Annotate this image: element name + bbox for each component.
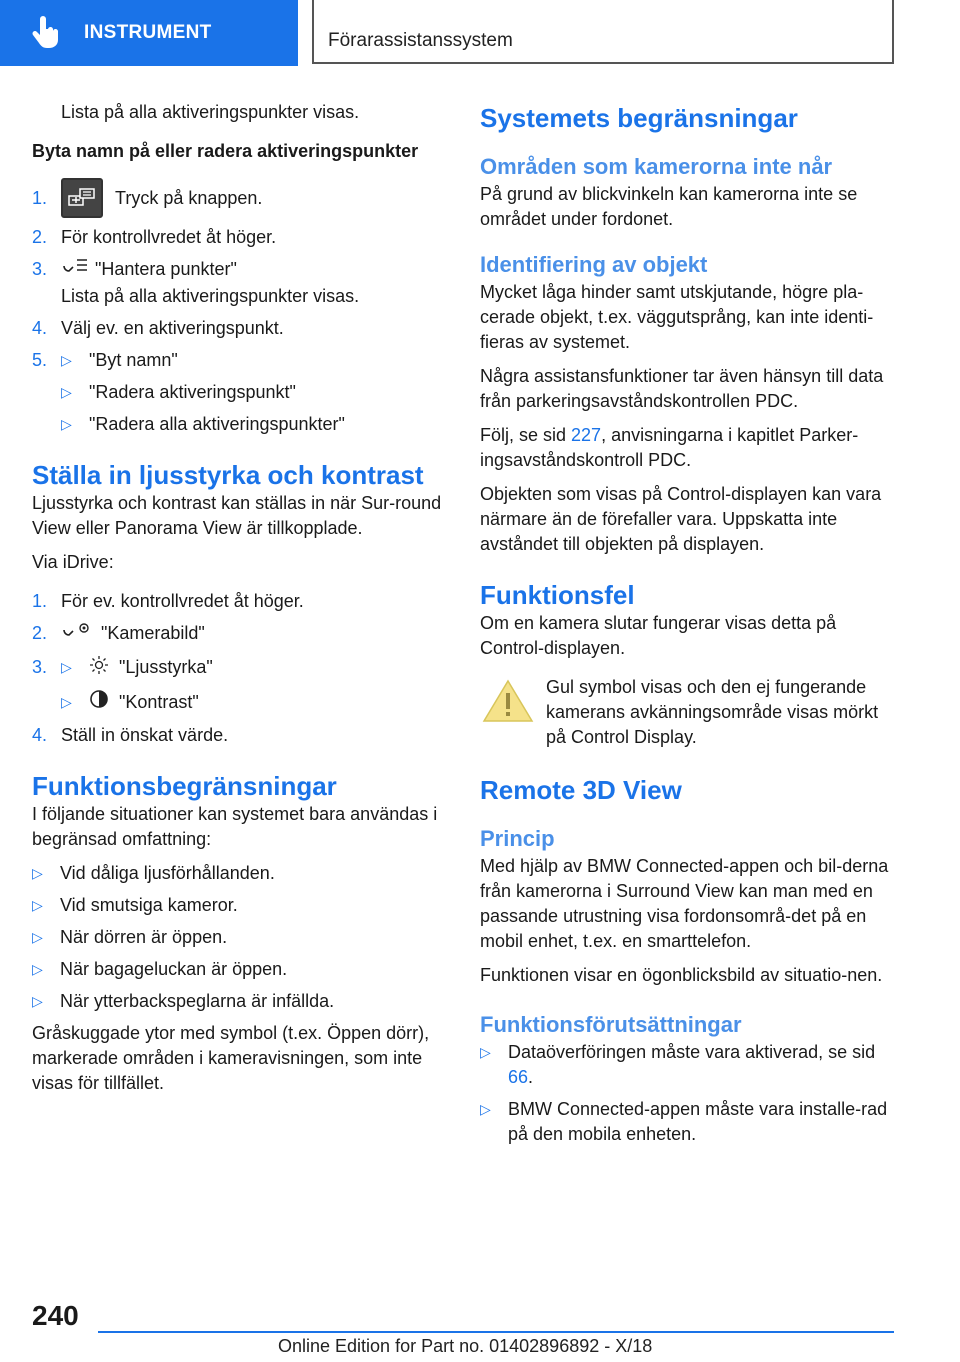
brightness-icon [89,655,119,682]
step-number: 4. [32,725,48,745]
step-4 [32,316,450,341]
step-text: För ev. kontrollvredet åt höger. [61,591,304,611]
sub-text: "Radera aktiveringspunkt" [89,382,296,402]
req-item-2 [480,1097,900,1147]
ident-p4: Objekten som visas på Control-displayen kan vara närmare än de förefaller vara. Uppskatta inte avståndet till objekten på displayen. [480,484,882,554]
right-column [480,102,900,1154]
limit-item [32,861,450,886]
left-column [32,100,450,1096]
remote-heading: Remote 3D View [480,775,682,805]
limit-text: När bagageluckan är öppen. [60,959,288,979]
req-2-text: BMW Connected-appen måste vara installe-rad på den mobila enheten. [508,1099,888,1144]
req-1-text-b: . [528,1067,534,1087]
limits-note: Gråskuggade ytor med symbol (t.ex. Öppen dörr), markerade områden i kameravisningen, som inte visas för tillfället. [32,1023,430,1093]
warning-triangle-icon [480,675,546,750]
limit-item [32,925,450,950]
intro-text: Lista på alla aktiveringspunkter visas. [61,102,360,122]
bstep-1 [32,589,450,614]
manage-points-button-icon[interactable] [61,178,103,218]
step-text: Ställ in önskat värde. [61,725,229,745]
ident-p3 [480,423,900,473]
sub-text: "Radera alla aktiveringspunkter" [89,414,345,434]
step-3-sub: Lista på alla aktiveringspunkter visas. [61,286,360,306]
step-text: Tryck på knappen. [115,187,263,208]
triangle-bullet-icon: ▷ [61,694,72,710]
hand-pointer-icon [26,13,66,53]
sub-text: "Kontrast" [119,692,199,712]
req-1-text-a: Dataöverföringen måste vara aktiverad, se sid [508,1042,876,1062]
via-idrive: Via iDrive: [32,552,114,572]
req-item-1 [480,1040,900,1090]
step-5-sub-2 [32,412,450,437]
rename-heading: Byta namn på eller radera aktiveringspunkter [32,141,419,161]
limit-item [32,893,450,918]
triangle-bullet-icon: ▷ [480,1044,491,1060]
ident-p3-text: Följ, se sid [480,425,572,445]
triangle-bullet-icon: ▷ [32,865,43,881]
step-2 [32,225,450,250]
limit-text: När ytterbackspeglarna är infällda. [60,991,335,1011]
triangle-bullet-icon: ▷ [32,993,43,1009]
ident-p3-text-end: , anvisningarna i kapitlet Parker-ingsavståndskontroll PDC. [480,425,859,470]
warning-note [480,675,900,750]
step-number: 5. [32,350,48,370]
brightness-heading: Ställa in ljusstyrka och kontrast [32,460,424,490]
step-1 [32,178,450,218]
limit-text: När dörren är öppen. [60,927,228,947]
bstep-3 [32,655,450,682]
triangle-bullet-icon: ▷ [32,897,43,913]
ident-p2: Några assistansfunktioner tar även hänsyn till data från parkeringsavståndskontrollen PDC. [480,366,884,411]
chapter-header [312,0,894,64]
triangle-bullet-icon: ▷ [32,961,43,977]
footer-divider [98,1331,894,1333]
triangle-bullet-icon: ▷ [61,416,72,432]
step-text: "Ljusstyrka" [119,657,213,677]
req-1-text [508,1040,900,1090]
limits-text: I följande situationer kan systemet bara användas i begränsad omfattning: [32,804,438,849]
page-number: 240 [32,1300,79,1331]
footer-edition: Online Edition for Part no. 01402896892 - X/18 [278,1336,653,1356]
step-3 [32,257,450,284]
step-text: Välj ev. en aktiveringspunkt. [61,318,284,338]
step-number: 3. [32,657,48,677]
step-number: 1. [32,187,48,208]
triangle-bullet-icon: ▷ [61,384,72,400]
areas-heading: Områden som kamerorna inte når [480,154,833,179]
ident-p1: Mycket låga hinder samt utskjutande, högre pla-cerade objekt, t.ex. väggutsprång, kan inte identi-fieras av systemet. [480,282,874,352]
areas-text: På grund av blickvinkeln kan kamerorna inte se området under fordonet. [480,184,858,229]
system-limits-heading: Systemets begränsningar [480,103,798,133]
step-number: 3. [32,259,48,279]
fault-text: Om en kamera slutar fungerar visas detta på Control-displayen. [480,613,837,658]
triangle-bullet-icon: ▷ [480,1101,491,1117]
step-number: 2. [32,623,48,643]
step-number: 4. [32,318,48,338]
points-list-icon [61,257,95,284]
ident-heading: Identifiering av objekt [480,252,708,277]
triangle-bullet-icon: ▷ [61,352,72,368]
section-tab[interactable] [0,0,298,66]
brightness-text: Ljusstyrka och kontrast kan ställas in när Sur-round View eller Panorama View är tillkopplade. [32,493,442,538]
limit-text: Vid dåliga ljusförhållanden. [60,863,275,883]
limit-item [32,989,450,1014]
step-text: "Hantera punkter" [95,259,237,279]
principle-p1: Med hjälp av BMW Connected-appen och bil-derna från kamerorna i Surround View kan man med en passande utrustning visa fordonsområ-det på en mobil enhet, t.ex. en smarttelefon. [480,856,889,951]
limit-text: Vid smutsiga kameror. [60,895,238,915]
page-link-227[interactable]: 227 [571,425,602,445]
limit-item [32,957,450,982]
step-text: "Byt namn" [89,350,178,370]
step-number: 1. [32,591,48,611]
warning-text: Gul symbol visas och den ej fungerande kamerans avkänningsområde visas mörkt på Control Display. [546,677,879,747]
principle-heading: Princip [480,826,555,851]
chapter-title: Förarassistanssystem [328,30,513,51]
step-text: För kontrollvredet åt höger. [61,227,277,247]
bstep-4 [32,723,450,748]
bstep-2 [32,621,450,648]
fault-heading: Funktionsfel [480,580,635,610]
limits-heading: Funktionsbegränsningar [32,771,337,801]
triangle-bullet-icon: ▷ [61,659,72,675]
section-label: INSTRUMENT [84,22,212,43]
contrast-icon [89,689,119,716]
bstep-3-sub [32,689,450,716]
step-text: "Kamerabild" [101,623,205,643]
step-5 [32,348,450,373]
camera-settings-icon [61,621,101,648]
principle-p2: Funktionen visar en ögonblicksbild av situatio-nen. [480,965,883,985]
step-number: 2. [32,227,48,247]
triangle-bullet-icon: ▷ [32,929,43,945]
page-link-66[interactable]: 66 [508,1067,529,1087]
req-heading: Funktionsförutsättningar [480,1012,742,1037]
step-5-sub-1 [32,380,450,405]
